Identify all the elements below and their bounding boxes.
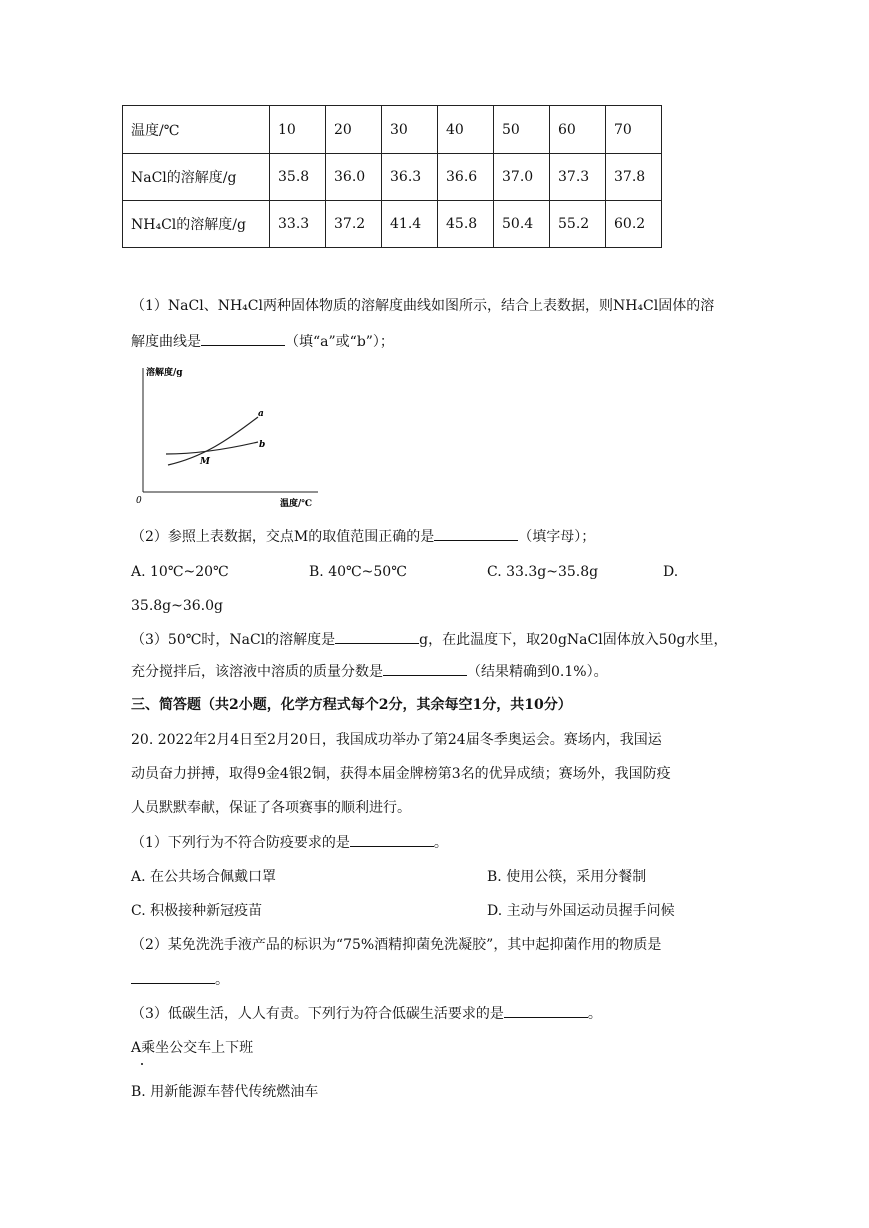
sub-3-option-a: A乘坐公交车上下班 xyxy=(131,1040,254,1056)
table-cell: 45.8 xyxy=(438,201,494,248)
table-cell: 36.0 xyxy=(326,154,382,201)
answer-blank xyxy=(504,1003,588,1018)
sub-question-1 xyxy=(131,832,448,853)
question-1-text: 解度曲线是 xyxy=(131,334,201,350)
table-cell: 60.2 xyxy=(606,201,662,248)
table-cell: 70 xyxy=(606,106,662,154)
table-cell: 37.0 xyxy=(494,154,550,201)
sub-question-3-text: （3）低碳生活，人人有责。下列行为符合低碳生活要求的是 xyxy=(131,1006,504,1022)
problem-20-line-3: 人员默默奉献，保证了各项赛事的顺利进行。 xyxy=(131,800,411,816)
table-cell: 10 xyxy=(270,106,326,154)
sub-question-2-end: 。 xyxy=(215,972,229,988)
sub-question-3 xyxy=(131,1003,602,1024)
option-d: D. xyxy=(663,564,679,580)
table-cell: 37.8 xyxy=(606,154,662,201)
question-2-line xyxy=(131,526,595,547)
table-cell: 37.3 xyxy=(550,154,606,201)
origin-label: 0 xyxy=(136,496,142,506)
sub-question-2-line-2 xyxy=(131,969,229,990)
table-header-label: 温度/℃ xyxy=(123,106,270,154)
question-2-text-end: （填字母）； xyxy=(518,529,596,545)
option-c: C. 33.3g~35.8g xyxy=(487,564,599,580)
table-row-label: NaCl的溶解度/g xyxy=(123,154,270,201)
sub-question-3-end: 。 xyxy=(587,1006,602,1022)
question-3-text-end: （结果精确到0.1%）。 xyxy=(467,664,608,680)
section-title: 三、简答题（共2小题，化学方程式每个2分，其余每空1分，共10分） xyxy=(131,697,572,713)
question-2-text: （2）参照上表数据，交点M的取值范围正确的是 xyxy=(131,529,435,545)
intersection-m-label: M xyxy=(200,457,210,467)
sub-question-1-end: 。 xyxy=(433,835,448,851)
y-axis-label: 溶解度/g xyxy=(146,368,183,378)
answer-blank xyxy=(383,661,467,676)
solubility-table xyxy=(122,105,662,248)
table-cell: 41.4 xyxy=(382,201,438,248)
question-1-text-end: （填“a”或“b”）； xyxy=(285,334,394,350)
table-row-label: NH₄Cl的溶解度/g xyxy=(123,201,270,248)
table-row-nh4cl xyxy=(123,201,662,248)
sub-1-option-d: D. 主动与外国运动员握手问候 xyxy=(487,903,675,919)
answer-blank xyxy=(201,331,285,346)
question-3-line-1 xyxy=(131,629,727,650)
curve-a xyxy=(168,417,258,465)
question-3-text: （3）50℃时，NaCl的溶解度是 xyxy=(131,632,336,648)
option-b: B. 40℃~50℃ xyxy=(309,564,407,580)
table-cell: 36.3 xyxy=(382,154,438,201)
x-axis-label: 温度/℃ xyxy=(280,499,313,509)
sub-1-option-a: A. 在公共场合佩戴口罩 xyxy=(131,869,277,885)
sub-1-option-c: C. 积极接种新冠疫苗 xyxy=(131,903,263,919)
table-cell: 33.3 xyxy=(270,201,326,248)
table-cell: 60 xyxy=(550,106,606,154)
sub-1-option-b: B. 使用公筷，采用分餐制 xyxy=(487,869,647,885)
sub-3-option-b: B. 用新能源车替代传统燃油车 xyxy=(131,1084,319,1100)
table-cell: 40 xyxy=(438,106,494,154)
solubility-curve-graph xyxy=(128,362,338,512)
question-1-line-1: （1）NaCl、NH₄Cl两种固体物质的溶解度曲线如图所示，结合上表数据，则NH₄Cl固体的溶 xyxy=(131,298,715,314)
question-3-text-cont: g，在此温度下，取20gNaCl固体放入50g水里， xyxy=(419,632,728,648)
table-row-nacl xyxy=(123,154,662,201)
problem-20-line-2: 动员奋力拼搏，取得9金4银2铜，获得本届金牌榜第3名的优异成绩；赛场外，我国防疫 xyxy=(131,766,671,782)
sub-question-2-line-1: （2）某免洗洗手液产品的标识为“75%酒精抑菌免洗凝胶”，其中起抑菌作用的物质是 xyxy=(131,937,662,953)
problem-20-line-1: 20. 2022年2月4日至2月20日，我国成功举办了第24届冬季奥运会。赛场内，我国运 xyxy=(131,732,662,748)
table-cell: 36.6 xyxy=(438,154,494,201)
table-cell: 37.2 xyxy=(326,201,382,248)
table-cell: 55.2 xyxy=(550,201,606,248)
table-cell: 30 xyxy=(382,106,438,154)
table-cell: 35.8 xyxy=(270,154,326,201)
option-a: A. 10℃~20℃ xyxy=(131,564,229,580)
emphasis-dot xyxy=(141,1063,143,1065)
sub-question-1-text: （1）下列行为不符合防疫要求的是 xyxy=(131,835,350,851)
table-cell: 50 xyxy=(494,106,550,154)
question-1-line-2 xyxy=(131,331,394,352)
question-3-line-2 xyxy=(131,661,608,682)
option-d-continuation: 35.8g~36.0g xyxy=(131,598,223,614)
question-3-text-2: 充分搅拌后，该溶液中溶质的质量分数是 xyxy=(131,664,383,680)
table-cell: 20 xyxy=(326,106,382,154)
answer-blank xyxy=(350,832,434,847)
answer-blank xyxy=(335,629,419,644)
curve-a-label: a xyxy=(258,409,264,419)
table-cell: 50.4 xyxy=(494,201,550,248)
answer-blank xyxy=(434,526,518,541)
table-row-temperature xyxy=(123,106,662,154)
answer-blank xyxy=(131,969,215,984)
curve-b-label: b xyxy=(259,440,266,450)
